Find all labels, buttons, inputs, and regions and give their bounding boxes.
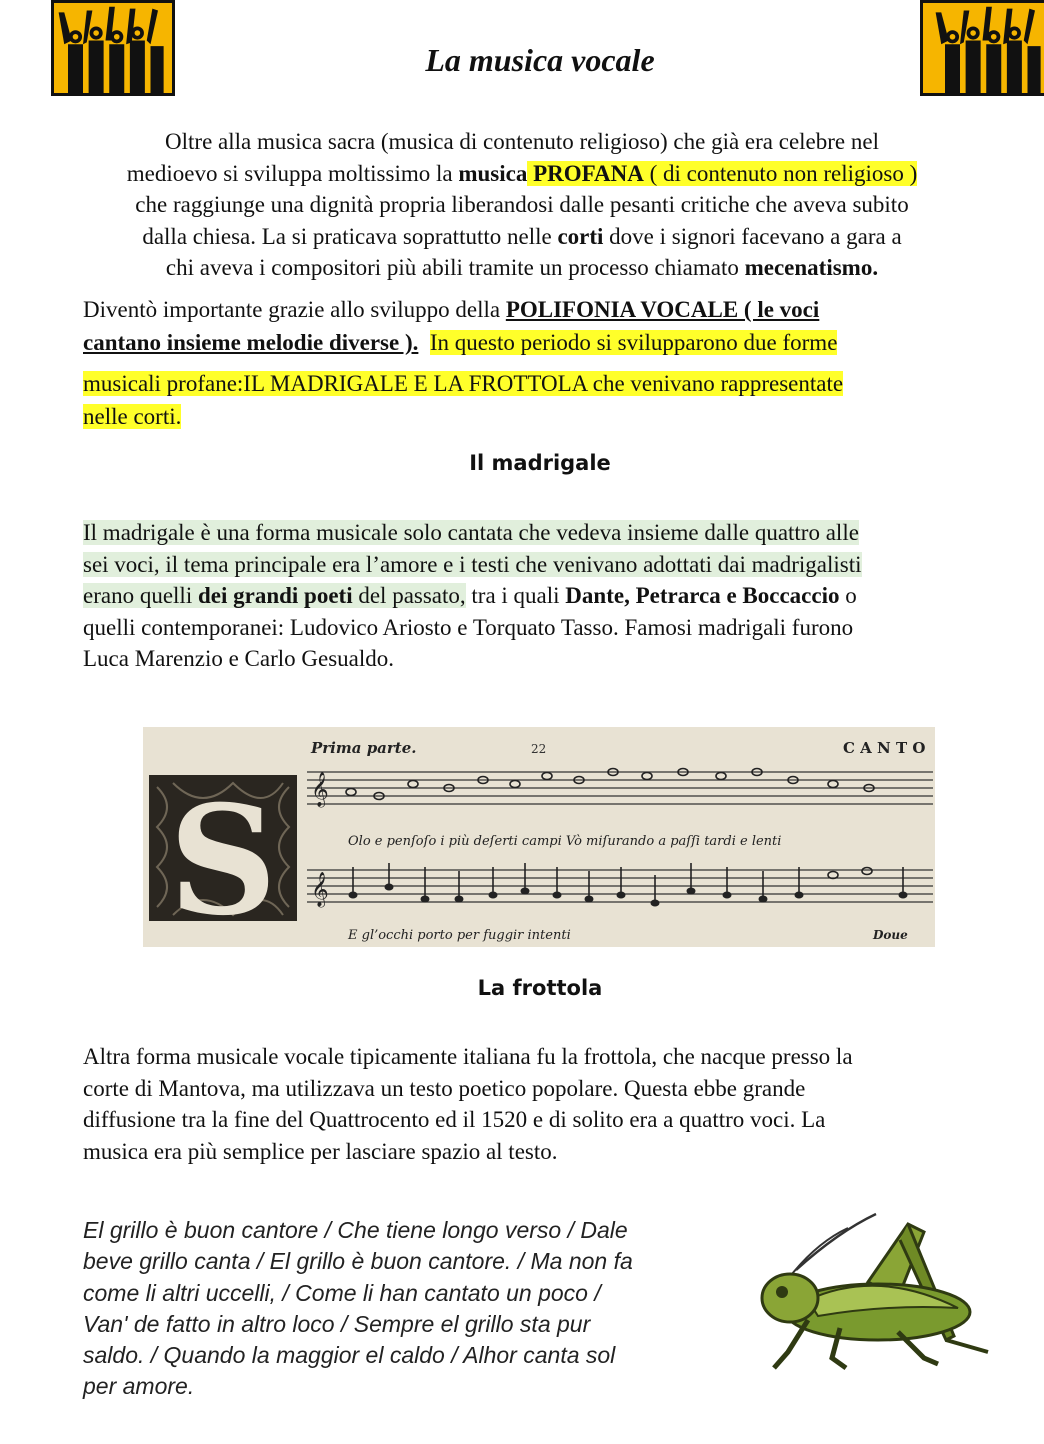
bold-text: corti xyxy=(557,223,604,249)
noteheads-2 xyxy=(349,884,908,907)
madrigal-score-image xyxy=(143,727,935,947)
score-lyrics-2: E gl’occhi porto per fuggir intenti xyxy=(348,928,571,943)
polifonia-line xyxy=(83,326,983,359)
bold-underlined-text: cantano insieme melodie diverse ). xyxy=(83,330,419,355)
text-span: erano quelli xyxy=(83,583,198,608)
score-svg xyxy=(143,727,935,947)
intro-line xyxy=(82,158,962,190)
text-span: tra i quali xyxy=(465,583,566,608)
madrigale-heading: Il madrigale xyxy=(469,451,611,475)
highlight-profana: PROFANA xyxy=(527,160,644,186)
text-span: Diventò importante grazie allo sviluppo della xyxy=(83,297,506,322)
highlight-text xyxy=(83,583,466,608)
polifonia-paragraph xyxy=(83,293,983,433)
frottola-paragraph xyxy=(83,1041,993,1167)
frottola-line: Altra forma musicale vocale tipicamente italiana fu la frottola, che nacque presso la xyxy=(83,1044,853,1069)
poem-line: El grillo è buon cantore / Che tiene longo verso / Dale xyxy=(83,1217,628,1243)
text-span: del passato, xyxy=(352,583,466,608)
open-notes-2 xyxy=(828,868,872,879)
intro-paragraph xyxy=(82,126,962,284)
staff-1 xyxy=(307,772,933,804)
poem-line: Van' de fatto in altro loco / Sempre el grillo sta pur xyxy=(83,1310,591,1337)
polifonia-line xyxy=(83,293,983,326)
poem-line: come li altri uccelli, / Come li han cantato un poco / xyxy=(83,1279,601,1306)
madrigale-line xyxy=(83,580,993,612)
madrigale-paragraph xyxy=(83,517,993,675)
text-span: o xyxy=(839,583,857,608)
highlight-text: nelle corti. xyxy=(83,404,182,429)
intro-line: Oltre alla musica sacra (musica di contenuto religioso) che già era celebre nel xyxy=(165,129,879,154)
frottola-heading: La frottola xyxy=(477,976,603,1000)
highlight-text: ( di contenuto non religioso ) xyxy=(643,160,918,186)
score-header-left: Prima parte. xyxy=(311,739,417,757)
bold-underlined-text: POLIFONIA VOCALE ( le voci xyxy=(505,297,820,322)
clef-1-icon: 𝄞 xyxy=(311,772,329,807)
poem-line: saldo. / Quando la maggior el caldo / Alhor canta sol xyxy=(83,1342,616,1369)
polifonia-line xyxy=(83,400,983,433)
clef-2-icon: 𝄞 xyxy=(311,872,329,907)
intro-line xyxy=(82,221,962,253)
highlight-text: Il madrigale è una forma musicale solo cantata che vedeva insieme dalle quattro alle xyxy=(83,520,859,545)
intro-line: che raggiunge una dignità propria liberandosi dalle pesanti critiche che aveva subito xyxy=(135,192,909,217)
intro-line xyxy=(82,252,962,284)
frottola-line: corte di Mantova, ma utilizzava un testo poetico popolare. Questa ebbe grande xyxy=(83,1075,806,1101)
text-span: chi aveva i compositori più abili tramite un processo chiamato xyxy=(165,255,745,280)
text-span: medioevo si sviluppa moltissimo la xyxy=(126,160,459,186)
madrigale-line xyxy=(83,517,993,549)
polifonia-line xyxy=(83,367,983,400)
score-header-right: C A N T O xyxy=(843,739,926,757)
highlight-text: musicali profane:IL MADRIGALE E LA FROTTOLA che venivano rappresentate xyxy=(83,371,844,396)
score-lyrics-2-right: Doue xyxy=(873,928,908,942)
bold-text: Dante, Petrarca e Boccaccio xyxy=(565,583,840,608)
madrigale-line: quelli contemporanei: Ludovico Ariosto e Torquato Tasso. Famosi madrigali furono xyxy=(83,614,854,640)
page-title: La musica vocale xyxy=(425,42,655,78)
highlight-text: sei voci, il tema principale era l’amore e i testi che venivano adottati dai madrigalisti xyxy=(83,551,862,577)
highlight-text: In questo periodo si svilupparono due forme xyxy=(429,330,838,355)
score-page-number: 22 xyxy=(531,742,547,756)
text-span: dove i signori facevano a gara a xyxy=(603,223,902,249)
poem-line: beve grillo canta / El grillo è buon cantore. / Ma non fa xyxy=(83,1248,633,1275)
madrigale-line: Luca Marenzio e Carlo Gesualdo. xyxy=(83,646,395,671)
cricket-icon xyxy=(748,1212,994,1372)
bold-text: mecenatismo. xyxy=(744,255,879,280)
frottola-line: diffusione tra la fine del Quattrocento ed il 1520 e di solito era a quattro voci. La xyxy=(83,1107,826,1132)
bold-text: dei grandi poeti xyxy=(197,583,353,608)
text-span: dalla chiesa. La si praticava soprattutto nelle xyxy=(142,223,558,249)
cricket-illustration xyxy=(748,1212,994,1372)
poem-line: per amore. xyxy=(83,1373,195,1400)
madrigale-line xyxy=(83,549,993,581)
bold-text: musica xyxy=(458,160,528,186)
frottola-line: musica era più semplice per lasciare spazio al testo. xyxy=(83,1138,558,1164)
poem xyxy=(83,1215,723,1403)
initial-letter: S xyxy=(168,773,278,947)
notes-2 xyxy=(353,863,903,903)
notes-1 xyxy=(346,769,874,800)
score-lyrics-1: Olo e penſoſo i più deſerti campi Vò miſurando a paſſi tardi e lenti xyxy=(348,834,782,849)
